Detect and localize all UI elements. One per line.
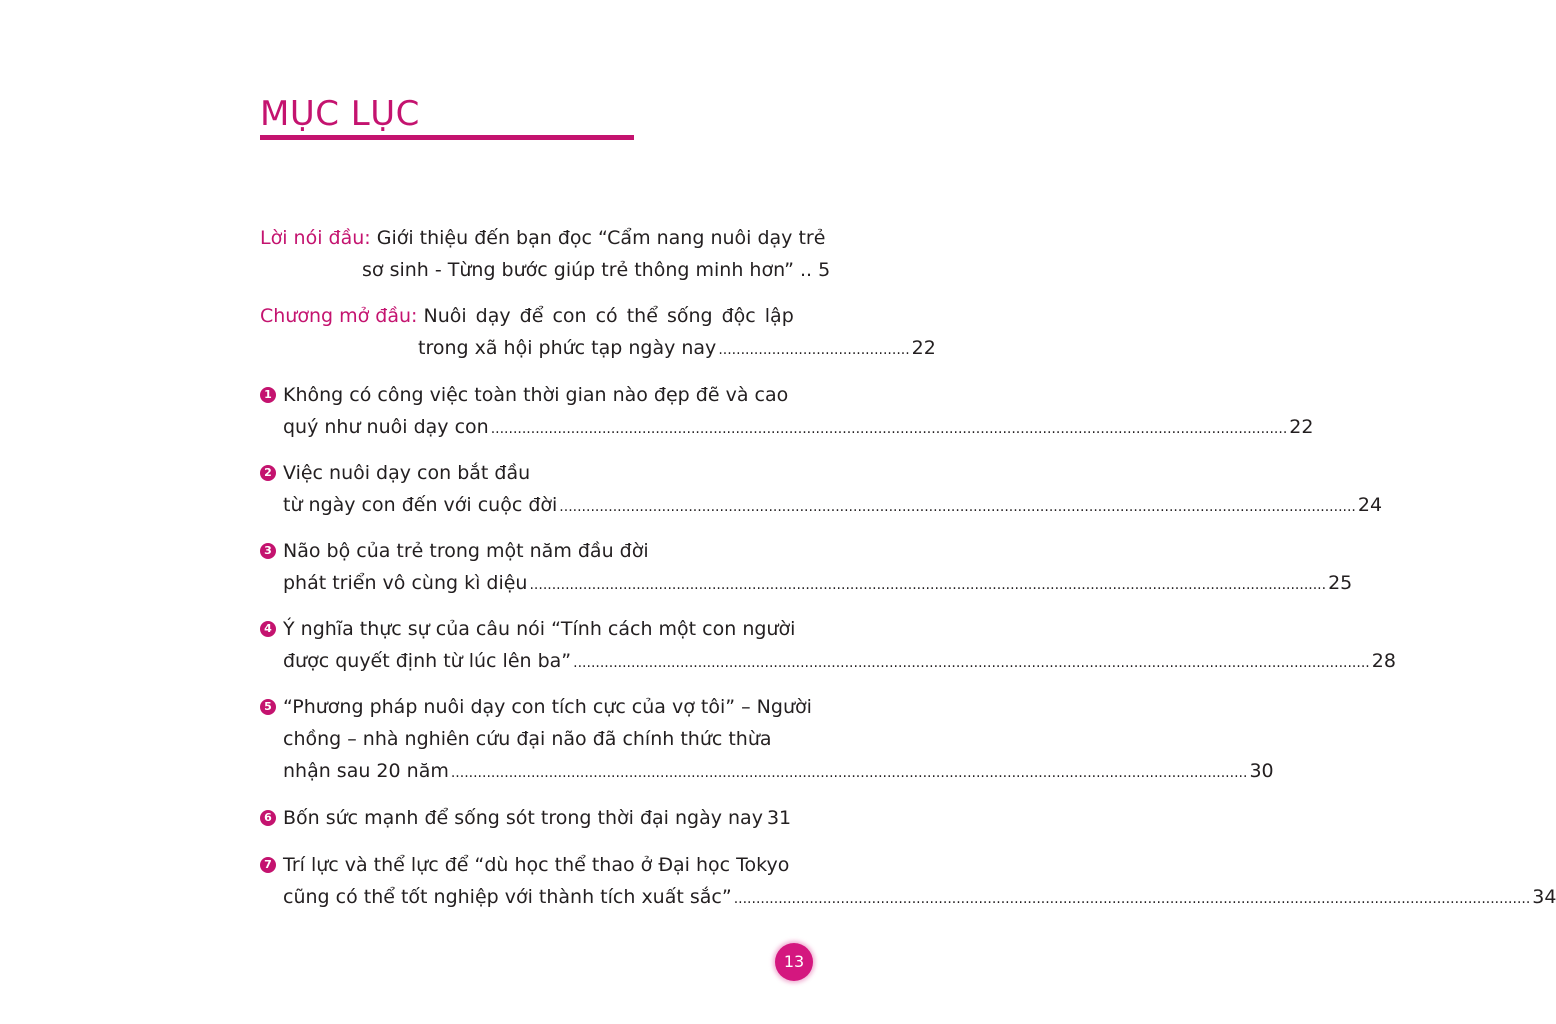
toc-item-title: được quyết định từ lúc lên ba” bbox=[283, 650, 572, 672]
toc-item-title: quý như nuôi dạy con bbox=[283, 416, 489, 438]
toc-item-line: “Phương pháp nuôi dạy con tích cực của vợ tôi” – Người bbox=[283, 696, 812, 718]
toc-item-leader bbox=[529, 572, 1326, 598]
toc-item-page: 34 bbox=[1532, 886, 1556, 908]
toc-item-last-line bbox=[283, 805, 792, 833]
toc-item-number-marker: 5 bbox=[260, 699, 276, 715]
toc-item-page: 22 bbox=[1289, 416, 1314, 438]
toc-item-number-marker: 4 bbox=[260, 621, 276, 637]
toc-foreword-title-1: Giới thiệu đến bạn đọc “Cẩm nang nuôi dạy trẻ bbox=[376, 227, 826, 249]
toc-item-number-marker: 3 bbox=[260, 543, 276, 559]
toc-item-leader bbox=[734, 886, 1531, 912]
toc-item-line: Không có công việc toàn thời gian nào đẹp đẽ và cao bbox=[283, 384, 789, 406]
toc-prologue-line-1 bbox=[260, 303, 794, 329]
toc-item-page: 31 bbox=[766, 807, 792, 829]
toc-item-leader bbox=[451, 760, 1248, 786]
toc-item-title: cũng có thể tốt nghiệp với thành tích xuất sắc” bbox=[283, 886, 732, 908]
toc-item-number-marker: 2 bbox=[260, 465, 276, 481]
toc-item-last-line bbox=[283, 758, 1274, 786]
toc-item-leader bbox=[559, 494, 1356, 520]
title-underline bbox=[260, 135, 634, 140]
toc-item-last-line bbox=[283, 492, 1383, 520]
toc-item-leader bbox=[491, 416, 1288, 442]
toc-foreword-label: Lời nói đầu: bbox=[260, 227, 371, 249]
toc-item-last-line bbox=[283, 648, 1396, 676]
toc-item-number-marker: 6 bbox=[260, 810, 276, 826]
toc-item-page: 30 bbox=[1249, 760, 1274, 782]
page-number-badge: 13 bbox=[775, 943, 813, 981]
toc-item-line: Ý nghĩa thực sự của câu nói “Tính cách một con người bbox=[283, 618, 796, 640]
toc-prologue-line-2 bbox=[418, 335, 936, 363]
toc-foreword-line-2: sơ sinh - Từng bước giúp trẻ thông minh hơn” .. 5 bbox=[362, 259, 831, 281]
toc-item-line: Não bộ của trẻ trong một năm đầu đời bbox=[283, 540, 649, 562]
toc-item-line: Trí lực và thể lực để “dù học thể thao ở Đại học Tokyo bbox=[283, 854, 790, 876]
toc-prologue-leader: ........................................... bbox=[718, 342, 910, 358]
toc-item-page: 28 bbox=[1371, 650, 1396, 672]
toc-item-last-line bbox=[283, 570, 1353, 598]
toc-item-title: nhận sau 20 năm bbox=[283, 760, 449, 782]
toc-foreword-line-1 bbox=[260, 225, 825, 251]
toc-item-line: chồng – nhà nghiên cứu đại não đã chính thức thừa bbox=[283, 728, 772, 750]
toc-item-title: từ ngày con đến với cuộc đời bbox=[283, 494, 558, 516]
toc-item-number-marker: 7 bbox=[260, 857, 276, 873]
toc-prologue-title-2: trong xã hội phức tạp ngày nay bbox=[418, 337, 717, 359]
toc-item-last-line bbox=[283, 884, 1556, 912]
toc-prologue-page: 22 bbox=[911, 337, 936, 359]
toc-prologue-title-1: Nuôi dạy để con có thể sống độc lập bbox=[423, 305, 794, 327]
page-title: MỤC LỤC bbox=[260, 94, 420, 134]
toc-item-title: Bốn sức mạnh để sống sót trong thời đại ngày nay bbox=[283, 807, 763, 829]
toc-item-title: phát triển vô cùng kì diệu bbox=[283, 572, 528, 594]
toc-prologue-label: Chương mở đầu: bbox=[260, 305, 418, 327]
toc-item-leader bbox=[573, 650, 1370, 676]
toc-item-page: 24 bbox=[1357, 494, 1383, 516]
toc-item-line: Việc nuôi dạy con bắt đầu bbox=[283, 462, 531, 484]
toc-item-number-marker: 1 bbox=[260, 387, 276, 403]
toc-item-page: 25 bbox=[1328, 572, 1353, 594]
toc-item-last-line bbox=[283, 414, 1314, 442]
